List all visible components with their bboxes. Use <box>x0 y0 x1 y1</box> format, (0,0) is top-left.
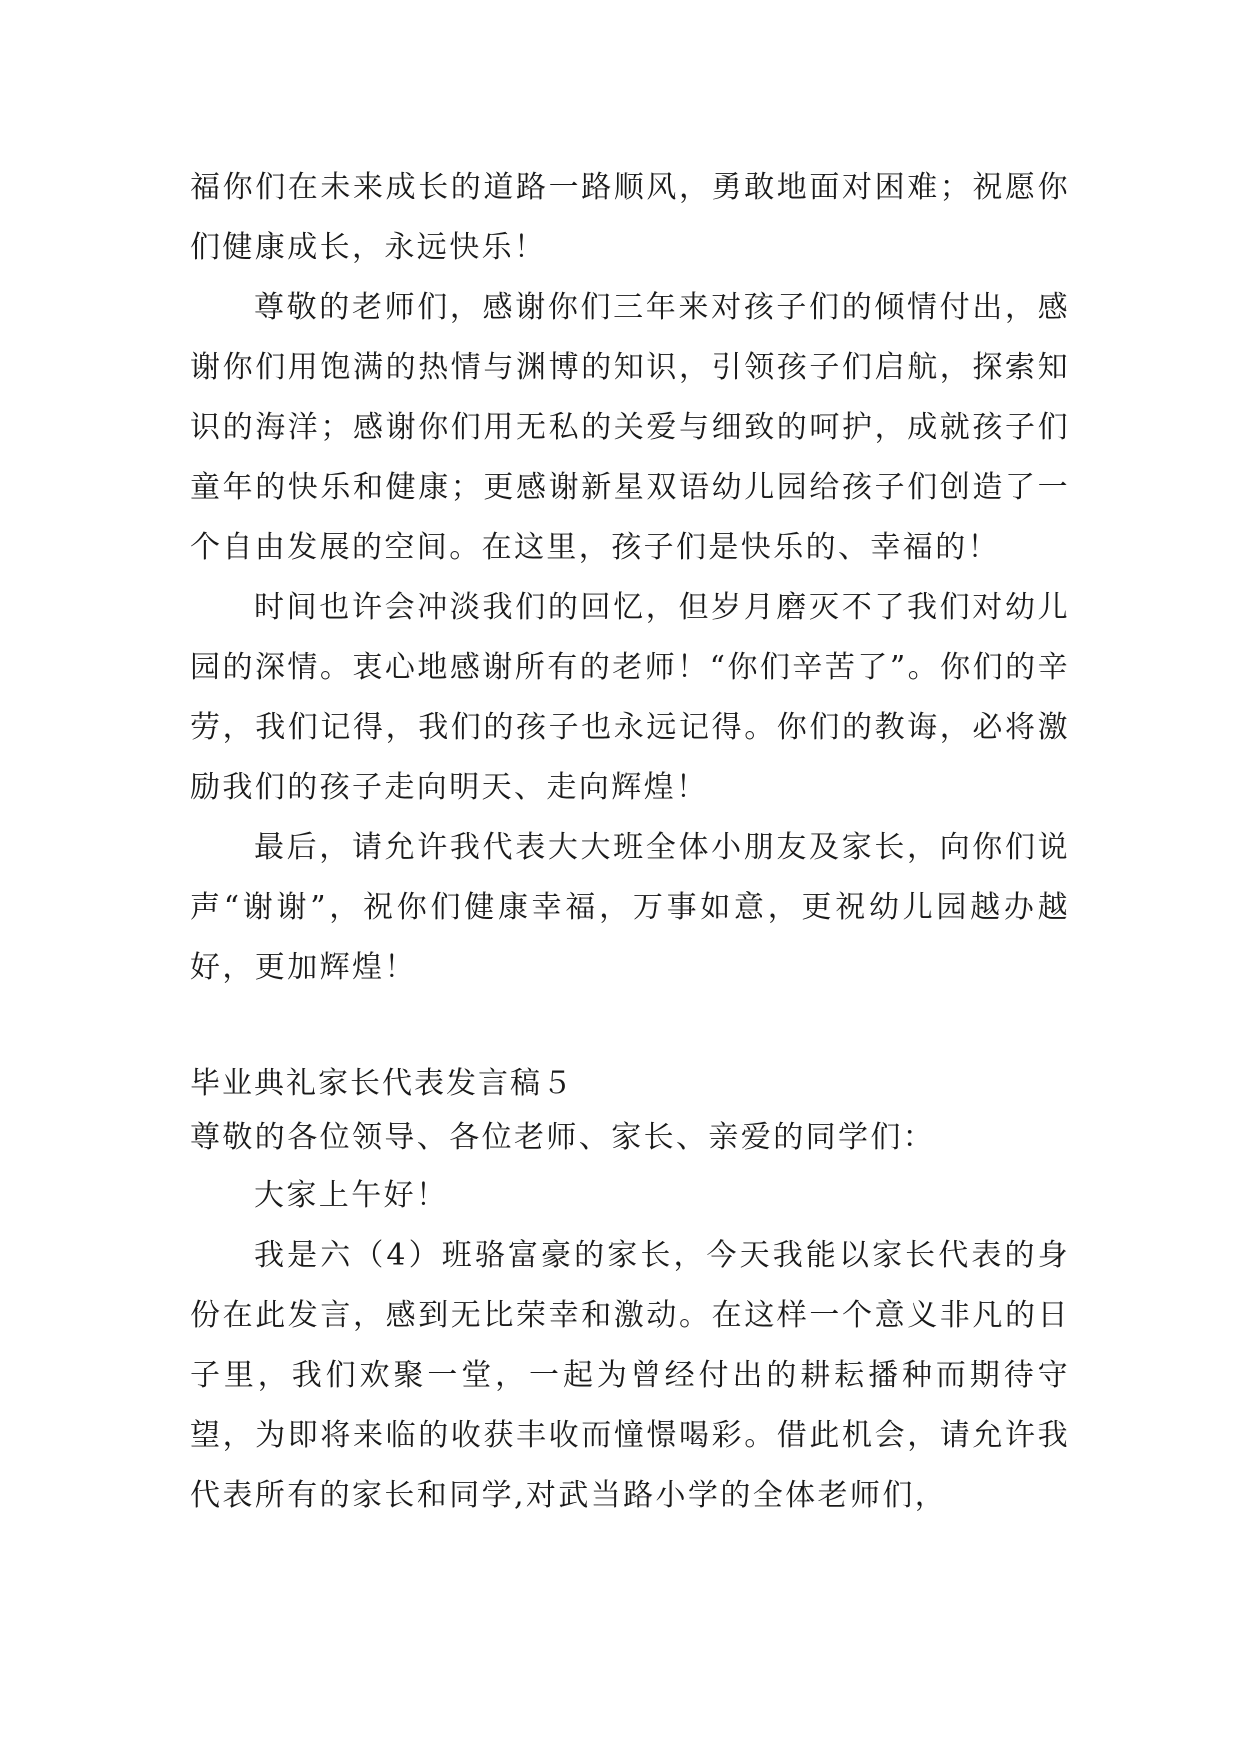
paragraph-blessing: 福你们在未来成长的道路一路顺风，勇敢地面对困难；祝愿你们健康成长，永远快乐！ <box>190 170 1070 265</box>
paragraph-closing: 最后，请允许我代表大大班全体小朋友及家长，向你们说声“谢谢”，祝你们健康幸福，万事如意，更祝幼儿园越办越好，更加辉煌！ <box>190 830 1070 985</box>
paragraph-memories: 时间也许会冲淡我们的回忆，但岁月磨灭不了我们对幼儿园的深情。衷心地感谢所有的老师！“你们辛苦了”。你们的辛劳，我们记得，我们的孩子也永远记得。你们的教诲，必将激励我们的孩子走向明天、走向辉煌！ <box>190 590 1070 805</box>
section-spacer <box>190 998 1070 1058</box>
paragraph-thanks-teachers: 尊敬的老师们，感谢你们三年来对孩子们的倾情付出，感谢你们用饱满的热情与渊博的知识，引领孩子们启航，探索知识的海洋；感谢你们用无私的关爱与细致的呵护，成就孩子们童年的快乐和健康；更感谢新星双语幼儿园给孩子们创造了一个自由发展的空间。在这里，孩子们是快乐的、幸福的！ <box>190 290 1070 565</box>
document-body <box>190 158 1070 1526</box>
greeting: 大家上午好！ <box>254 1178 449 1213</box>
section-title: 毕业典礼家长代表发言稿５ <box>190 1066 574 1101</box>
paragraph-introduction: 我是六（4）班骆富豪的家长，今天我能以家长代表的身份在此发言，感到无比荣幸和激动。在这样一个意义非凡的日子里，我们欢聚一堂，一起为曾经付出的耕耘播种而期待守望，为即将来临的收获丰收而憧憬喝彩。借此机会，请允许我代表所有的家长和同学,对武当路小学的全体老师们， <box>190 1238 1070 1513</box>
salutation: 尊敬的各位领导、各位老师、家长、亲爱的同学们： <box>190 1120 936 1155</box>
